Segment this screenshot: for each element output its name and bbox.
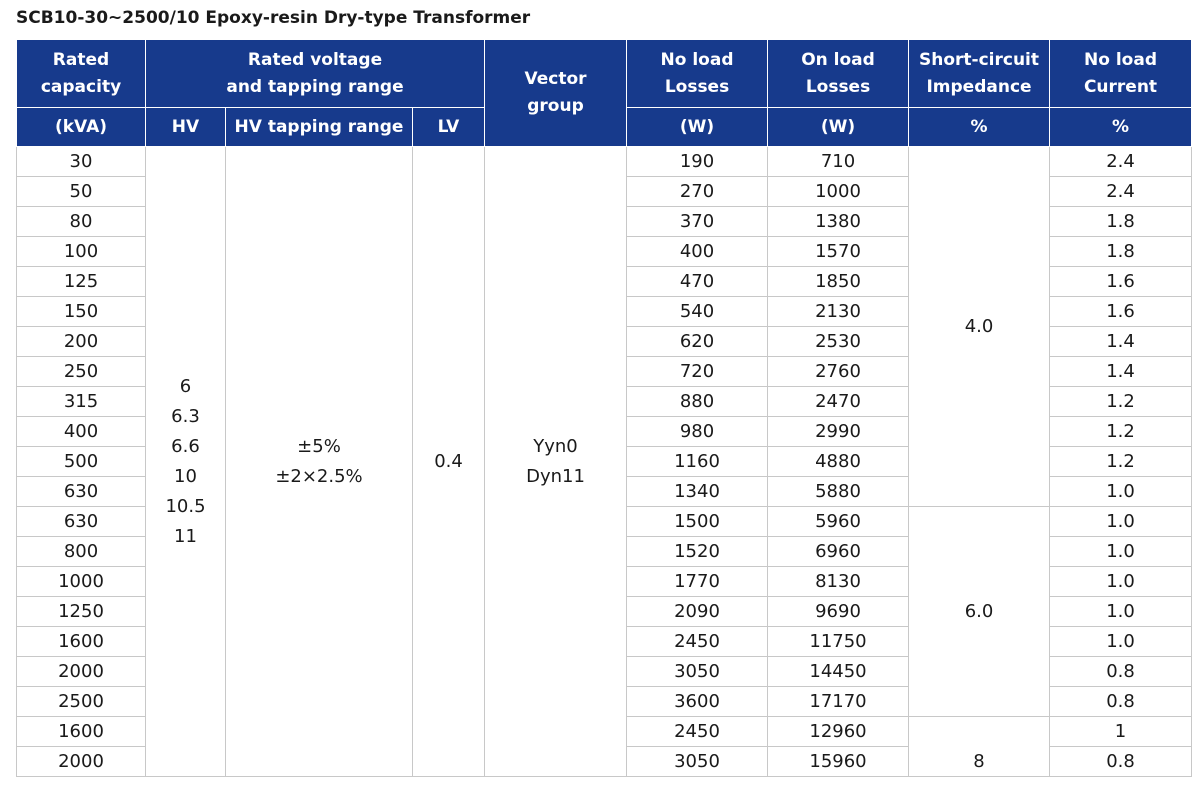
no-load-losses-cell: 1340 [627, 477, 768, 507]
rated-capacity-cell: 30 [17, 147, 146, 177]
rated-capacity-cell: 100 [17, 237, 146, 267]
impedance-cell: 4.0 [909, 147, 1050, 507]
no-load-losses-cell: 190 [627, 147, 768, 177]
vector-group-value: Yyn0 [533, 435, 578, 457]
hv-tapping-value: ±2×2.5% [275, 465, 363, 487]
on-load-losses-cell: 2760 [768, 357, 909, 387]
rated-capacity-cell: 1600 [17, 627, 146, 657]
header-no-load-current: No load Current [1050, 40, 1192, 108]
header-on-load-losses: On load Losses [768, 40, 909, 108]
no-load-losses-cell: 400 [627, 237, 768, 267]
no-load-losses-cell: 3600 [627, 687, 768, 717]
rated-capacity-cell: 80 [17, 207, 146, 237]
hv-values-cell [146, 147, 226, 777]
rated-capacity-cell: 630 [17, 507, 146, 537]
no-load-current-cell: 1 [1050, 717, 1192, 747]
hv-value: 10.5 [165, 495, 206, 517]
on-load-losses-cell: 15960 [768, 747, 909, 777]
subheader-lv: LV [413, 108, 485, 147]
on-load-losses-cell: 11750 [768, 627, 909, 657]
on-load-losses-cell: 2530 [768, 327, 909, 357]
subheader-hv-tapping: HV tapping range [226, 108, 413, 147]
on-load-losses-cell: 1850 [768, 267, 909, 297]
header-rated-capacity: Rated capacity [17, 40, 146, 108]
rated-capacity-cell: 630 [17, 477, 146, 507]
hv-tapping-cell [226, 147, 413, 777]
impedance-cell: 8 [909, 717, 1050, 777]
subheader-hv: HV [146, 108, 226, 147]
no-load-current-cell: 1.0 [1050, 507, 1192, 537]
hv-value: 6.3 [171, 405, 200, 427]
hv-value: 6.6 [171, 435, 200, 457]
no-load-current-cell: 2.4 [1050, 147, 1192, 177]
no-load-current-cell: 1.4 [1050, 327, 1192, 357]
on-load-losses-cell: 17170 [768, 687, 909, 717]
header-vector-group: Vector group [485, 40, 627, 147]
no-load-current-cell: 1.2 [1050, 417, 1192, 447]
on-load-losses-cell: 2990 [768, 417, 909, 447]
rated-capacity-cell: 800 [17, 537, 146, 567]
no-load-current-cell: 1.6 [1050, 297, 1192, 327]
vector-group-value: Dyn11 [526, 465, 585, 487]
rated-capacity-cell: 2500 [17, 687, 146, 717]
rated-capacity-cell: 500 [17, 447, 146, 477]
no-load-losses-cell: 1500 [627, 507, 768, 537]
no-load-current-cell: 1.2 [1050, 387, 1192, 417]
rated-capacity-cell: 1000 [17, 567, 146, 597]
rated-capacity-cell: 2000 [17, 747, 146, 777]
no-load-current-cell: 1.0 [1050, 597, 1192, 627]
unit-on-load-losses: (W) [768, 108, 909, 147]
rated-capacity-cell: 250 [17, 357, 146, 387]
on-load-losses-cell: 6960 [768, 537, 909, 567]
transformer-spec-table [16, 39, 1192, 777]
rated-capacity-cell: 125 [17, 267, 146, 297]
no-load-current-cell: 1.0 [1050, 627, 1192, 657]
no-load-current-cell: 1.0 [1050, 537, 1192, 567]
header-rated-voltage: Rated voltage and tapping range [146, 40, 485, 108]
no-load-losses-cell: 1770 [627, 567, 768, 597]
on-load-losses-cell: 1000 [768, 177, 909, 207]
on-load-losses-cell: 8130 [768, 567, 909, 597]
no-load-losses-cell: 720 [627, 357, 768, 387]
no-load-current-cell: 1.4 [1050, 357, 1192, 387]
on-load-losses-cell: 12960 [768, 717, 909, 747]
unit-no-load-losses: (W) [627, 108, 768, 147]
vector-group-cell [485, 147, 627, 777]
no-load-losses-cell: 2450 [627, 627, 768, 657]
on-load-losses-cell: 5960 [768, 507, 909, 537]
no-load-current-cell: 0.8 [1050, 747, 1192, 777]
hv-value: 10 [174, 465, 197, 487]
unit-impedance: % [909, 108, 1050, 147]
header-no-load-losses: No load Losses [627, 40, 768, 108]
rated-capacity-cell: 1600 [17, 717, 146, 747]
rated-capacity-cell: 315 [17, 387, 146, 417]
on-load-losses-cell: 2470 [768, 387, 909, 417]
rated-capacity-cell: 150 [17, 297, 146, 327]
no-load-current-cell: 2.4 [1050, 177, 1192, 207]
on-load-losses-cell: 710 [768, 147, 909, 177]
no-load-losses-cell: 270 [627, 177, 768, 207]
rated-capacity-cell: 400 [17, 417, 146, 447]
no-load-current-cell: 1.0 [1050, 477, 1192, 507]
hv-value: 6 [179, 375, 192, 397]
no-load-current-cell: 0.8 [1050, 657, 1192, 687]
impedance-cell: 6.0 [909, 507, 1050, 717]
no-load-losses-cell: 620 [627, 327, 768, 357]
unit-current: % [1050, 108, 1192, 147]
rated-capacity-cell: 50 [17, 177, 146, 207]
no-load-current-cell: 1.0 [1050, 567, 1192, 597]
no-load-current-cell: 0.8 [1050, 687, 1192, 717]
on-load-losses-cell: 5880 [768, 477, 909, 507]
rated-capacity-cell: 200 [17, 327, 146, 357]
on-load-losses-cell: 4880 [768, 447, 909, 477]
document-title: SCB10-30~2500/10 Epoxy-resin Dry-type Transformer [16, 8, 531, 28]
no-load-current-cell: 1.8 [1050, 207, 1192, 237]
header-short-circuit-impedance: Short-circuit Impedance [909, 40, 1050, 108]
unit-capacity: (kVA) [17, 108, 146, 147]
no-load-losses-cell: 980 [627, 417, 768, 447]
no-load-losses-cell: 3050 [627, 657, 768, 687]
on-load-losses-cell: 2130 [768, 297, 909, 327]
hv-tapping-value: ±5% [297, 435, 341, 457]
no-load-losses-cell: 3050 [627, 747, 768, 777]
no-load-current-cell: 1.8 [1050, 237, 1192, 267]
table-row [17, 147, 1192, 177]
no-load-losses-cell: 470 [627, 267, 768, 297]
hv-value: 11 [174, 525, 197, 547]
on-load-losses-cell: 1380 [768, 207, 909, 237]
on-load-losses-cell: 9690 [768, 597, 909, 627]
no-load-losses-cell: 540 [627, 297, 768, 327]
on-load-losses-cell: 1570 [768, 237, 909, 267]
no-load-losses-cell: 2450 [627, 717, 768, 747]
rated-capacity-cell: 2000 [17, 657, 146, 687]
on-load-losses-cell: 14450 [768, 657, 909, 687]
no-load-losses-cell: 2090 [627, 597, 768, 627]
no-load-current-cell: 1.2 [1050, 447, 1192, 477]
no-load-current-cell: 1.6 [1050, 267, 1192, 297]
no-load-losses-cell: 880 [627, 387, 768, 417]
lv-cell: 0.4 [413, 147, 485, 777]
no-load-losses-cell: 1160 [627, 447, 768, 477]
no-load-losses-cell: 370 [627, 207, 768, 237]
no-load-losses-cell: 1520 [627, 537, 768, 567]
rated-capacity-cell: 1250 [17, 597, 146, 627]
